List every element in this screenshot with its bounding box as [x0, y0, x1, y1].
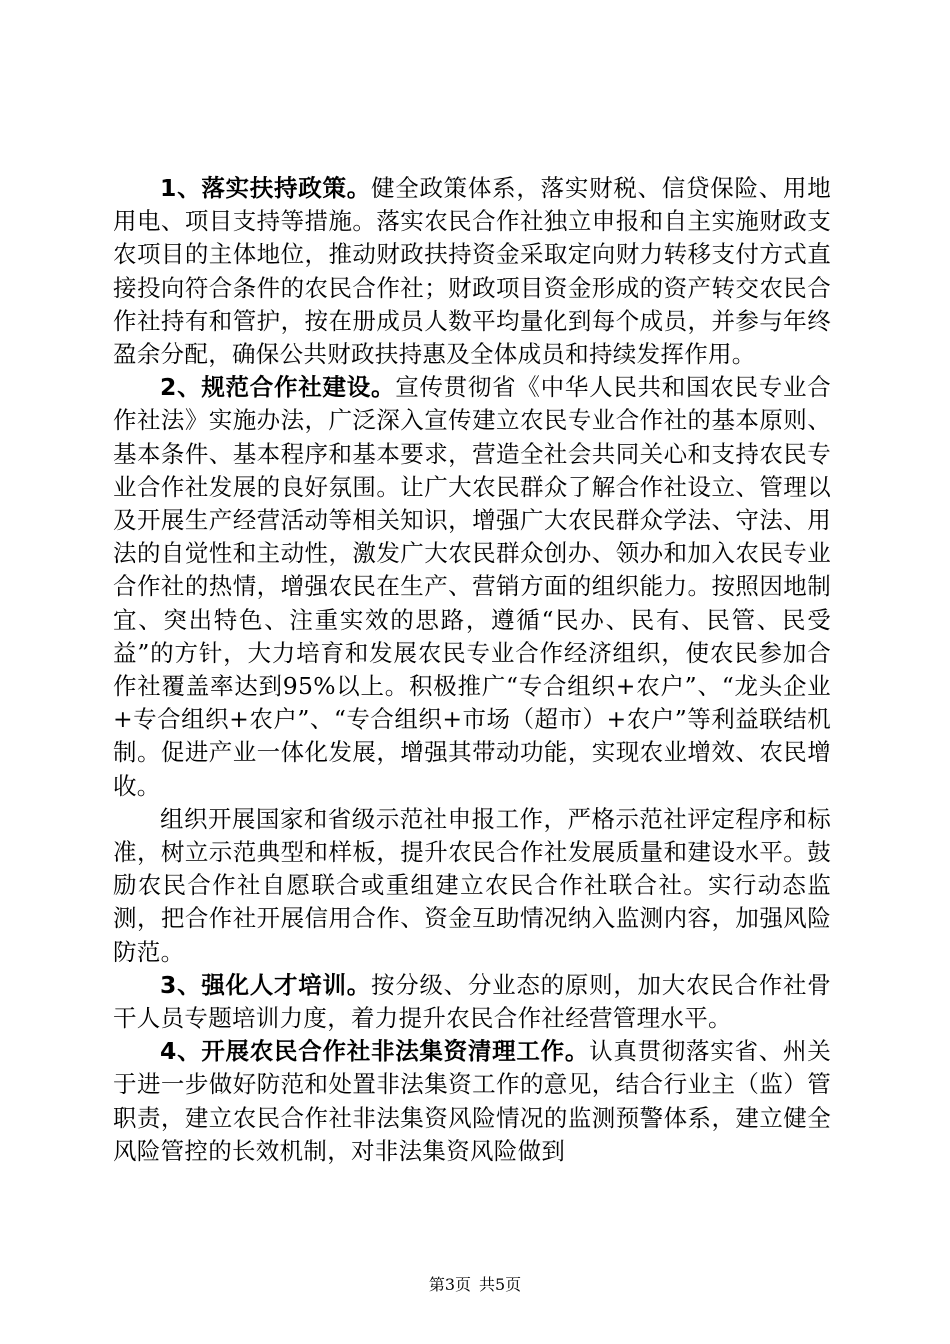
paragraph-1-heading: 1、落实扶持政策。 — [160, 174, 371, 202]
paragraph-3 — [113, 803, 831, 969]
paragraph-2-heading: 2、规范合作社建设。 — [160, 373, 396, 402]
paragraph-1 — [113, 172, 831, 371]
paragraph-1-text: 健全政策体系，落实财税、信贷保险、用地用电、项目支持等措施。落实农民合作社独立申报和自主实施财政支农项目的主体地位，推动财政扶持资金采取定向财力转移支付方式直接投向符合条件的农民合作社；财政项目资金形成的资产转交农民合作社持有和管护，按在册成员人数平均量化到每个成员，并参与年终盈余分配，确保公共财政扶持惠及全体成员和持续发挥作用。 — [113, 174, 831, 369]
paragraph-5-text: 认真贯彻落实省、州关于进一步做好防范和处置非法集资工作的意见，结合行业主（监）管职责，建立农民合作社非法集资风险情况的监测预警体系，建立健全风险管控的长效机制，对非法集资风险做到 — [113, 1037, 831, 1165]
page-total: 共5页 — [479, 1275, 522, 1294]
paragraph-4-heading: 3、强化人才培训。 — [160, 970, 371, 999]
paragraph-4 — [113, 969, 831, 1035]
paragraph-3-text: 组织开展国家和省级示范社申报工作，严格示范社评定程序和标准，树立示范典型和样板，提升农民合作社发展质量和建设水平。鼓励农民合作社自愿联合或重组建立农民合作社联合社。实行动态监测，把合作社开展信用合作、资金互助情况纳入监测内容，加强风险防范。 — [113, 804, 831, 966]
paragraph-2 — [113, 371, 831, 803]
page-number: 第3页 — [428, 1275, 471, 1294]
paragraph-5-heading: 4、开展农民合作社非法集资清理工作。 — [160, 1037, 590, 1066]
paragraph-5 — [113, 1035, 831, 1168]
page-footer — [0, 1275, 950, 1295]
document-body — [113, 172, 831, 1168]
paragraph-4-text: 按分级、分业态的原则，加大农民合作社骨干人员专题培训力度，着力提升农民合作社经营管理水平。 — [113, 970, 831, 1033]
paragraph-2-text: 宣传贯彻省《中华人民共和国农民专业合作社法》实施办法，广泛深入宣传建立农民专业合作社的基本原则、基本条件、基本程序和基本要求，营造全社会共同关心和支持农民专业合作社发展的良好氛围。让广大农民群众了解合作社设立、管理以及开展生产经营活动等相关知识，增强广大农民群众学法、守法、用法的自觉性和主动性，激发广大农民群众创办、领办和加入农民专业合作社的热情，增强农民在生产、营销方面的组织能力。按照因地制宜、突出特色、注重实效的思路，遵循“民办、民有、民管、民受益”的方针，大力培育和发展农民专业合作经济组织，使农民参加合作社覆盖率达到95%以上。积极推广“专合组织+农户”、“龙头企业+专合组织+农户”、“专合组织+市场（超市）+农户”等利益联结机制。促进产业一体化发展，增强其带动功能，实现农业增效、农民增收。 — [113, 373, 831, 800]
